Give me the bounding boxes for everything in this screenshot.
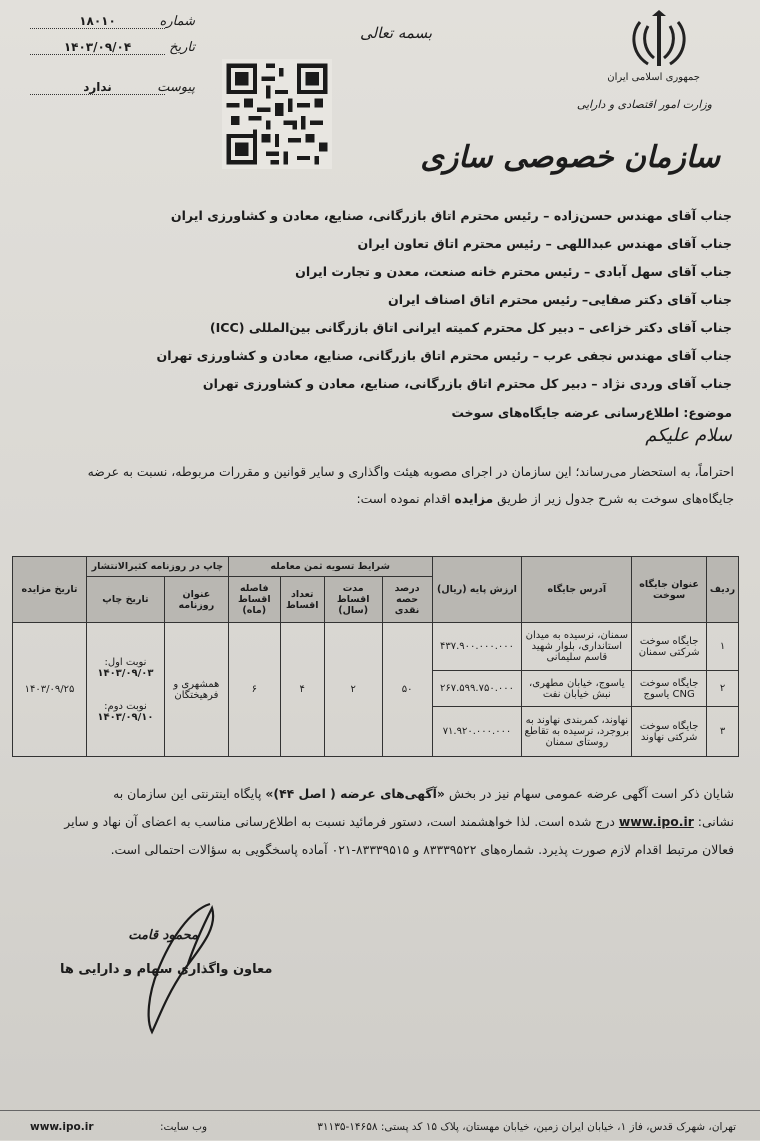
footer-address: تهران، شهرک قدس، فاز ۱، خیابان ایران زمین، خیابان مهستان، پلاک ۱۵ کد پستی: ۱۴۶۵۸-۳۱۱۳۵ — [317, 1121, 736, 1133]
signer-name: محمود قامت — [128, 928, 198, 943]
col-period: مدت اقساط (سال) — [324, 577, 382, 623]
fuel-stations-table — [12, 556, 739, 757]
col-print-date: تاریخ چاپ — [86, 577, 164, 623]
row-number: ۱ — [707, 623, 739, 671]
bismillah: بسمه تعالی — [360, 24, 433, 42]
station-title: جایگاه سوخت شرکتی نهاوند — [632, 707, 707, 757]
date-value: ۱۴۰۳/۰۹/۰۴ — [30, 40, 165, 55]
gov-line1: جمهوری اسلامی ایران — [607, 72, 700, 83]
attachment-label: پیوست — [157, 80, 195, 95]
col-row: ردیف — [707, 557, 739, 623]
col-base-value: ارزش پایه (ریال) — [432, 557, 522, 623]
iran-emblem-icon — [626, 8, 692, 72]
installment-period: ۲ — [324, 623, 382, 757]
addressee-3: جناب آقای سهل آبادی – رئیس محترم خانه صنعت، معدن و تجارت ایران — [295, 264, 732, 279]
letter-footer — [0, 1110, 760, 1141]
col-cash: درصد حصه نقدی — [382, 577, 432, 623]
station-address: یاسوج، خیابان مطهری، نبش خیابان نفت — [522, 671, 632, 707]
cash-percent: ۵۰ — [382, 623, 432, 757]
org-title: سازمان خصوصی سازی — [420, 140, 720, 175]
subject: موضوع: اطلاع‌رسانی عرضه جایگاه‌های سوخت — [451, 405, 732, 420]
addressee-4: جناب آقای دکتر صفایی– رئیس محترم اتاق اصناف ایران — [388, 292, 732, 307]
attachment-field — [30, 80, 195, 96]
letter-date-field — [30, 40, 195, 56]
newspaper-names: همشهری و فرهیختگان — [164, 623, 228, 757]
number-label: شماره — [159, 14, 195, 29]
base-value: ۴۳۷.۹۰۰.۰۰۰.۰۰۰ — [432, 623, 522, 671]
signer-role: معاون واگذاری سهام و دارایی ها — [60, 962, 273, 977]
row-number: ۳ — [707, 707, 739, 757]
addressee-6: جناب آقای مهندس نجفی عرب – رئیس محترم اتاق بازرگانی، صنایع، معادن و کشاورزی تهران — [156, 348, 732, 363]
intro-line-1: احتراماً، به استحضار می‌رساند؛ این سازمان در اجرای مصوبه هیئت واگذاری و سایر قوانین و مقررات مربوطه، نسبت به عرضه — [87, 464, 734, 479]
col-interval: فاصله اقساط (ماه) — [228, 577, 280, 623]
col-count: تعداد اقساط — [280, 577, 324, 623]
footer-site-label: وب سایت: — [160, 1121, 208, 1133]
auction-word: مزایده — [454, 491, 494, 506]
row-number: ۲ — [707, 671, 739, 707]
base-value: ۷۱.۹۲۰.۰۰۰.۰۰۰ — [432, 707, 522, 757]
installment-count: ۴ — [280, 623, 324, 757]
installment-interval: ۶ — [228, 623, 280, 757]
date-label: تاریخ — [169, 40, 195, 55]
intro-line-2: جایگاه‌های سوخت به شرح جدول زیر از طریق مزایده اقدام نموده است: — [356, 491, 734, 506]
col-auction-date: تاریخ مزایده — [13, 557, 87, 623]
base-value: ۲۶۷.۵۹۹.۷۵۰.۰۰۰ — [432, 671, 522, 707]
col-group-print: چاپ در روزنامه کثیرالانتشار — [86, 557, 228, 577]
auction-date: ۱۴۰۳/۰۹/۲۵ — [13, 623, 87, 757]
footer-website-link[interactable]: www.ipo.ir — [30, 1121, 94, 1133]
letter-number-field — [30, 14, 195, 30]
col-group-terms: شرایط تسویه ثمن معامله — [228, 557, 432, 577]
station-address: سمنان، نرسیده به میدان استانداری، بلوار شهید قاسم سلیمانی — [522, 623, 632, 671]
closing-line-3: فعالان مرتبط اقدام لازم صورت پذیرد. شماره‌های ۸۳۳۳۹۵۲۲ و ۸۳۳۳۹۵۱۵-۰۲۱ آماده پاسخگویی به سؤالات احتمالی است. — [110, 842, 734, 857]
number-value: ۱۸۰۱۰ — [30, 14, 165, 29]
salutation: سلام علیکم — [645, 425, 732, 446]
attachment-value: ندارد — [30, 80, 165, 95]
print-dates: نوبت اول: ۱۴۰۳/۰۹/۰۳ نوبت دوم: ۱۴۰۳/۰۹/۱۰ — [86, 623, 164, 757]
intro-paragraph — [22, 458, 734, 512]
closing-paragraph — [22, 780, 734, 864]
qr-code-icon — [222, 58, 332, 170]
col-title: عنوان جایگاه سوخت — [632, 557, 707, 623]
addressee-7: جناب آقای وردی نژاد – دبیر کل محترم اتاق بازرگانی، صنایع، معادن و کشاورزی تهران — [202, 376, 732, 391]
addressee-1: جناب آقای مهندس حسن‌زاده – رئیس محترم اتاق بازرگانی، صنایع، معادن و کشاورزی ایران — [170, 208, 732, 223]
closing-line-1: شایان ذکر است آگهی عرضه عمومی سهام نیز در بخش «آگهی‌های عرضه ( اصل ۴۴)» پایگاه اینترنتی این سازمان به — [113, 786, 734, 801]
addressee-2: جناب آقای مهندس عبداللهی – رئیس محترم اتاق تعاون ایران — [357, 236, 732, 251]
addressee-5: جناب آقای دکتر خزاعی – دبیر کل محترم کمیته ایرانی اتاق بازرگانی بین‌المللی (ICC) — [209, 320, 732, 335]
col-paper: عنوان روزنامه — [164, 577, 228, 623]
station-title: جایگاه سوخت شرکتی سمنان — [632, 623, 707, 671]
table-row — [13, 623, 739, 671]
gov-line2: وزارت امور اقتصادی و دارایی — [576, 98, 712, 111]
ipo-website-link[interactable]: www.ipo.ir — [618, 814, 694, 829]
col-address: آدرس جایگاه — [522, 557, 632, 623]
station-title: جایگاه سوخت CNG یاسوج — [632, 671, 707, 707]
station-address: نهاوند، کمربندی نهاوند به بروجرد، نرسیده به تقاطع روستای سمنان — [522, 707, 632, 757]
closing-line-2: نشانی: www.ipo.ir درج شده است. لذا خواهشمند است، دستور فرمائید نسبت به اطلاع‌رسانی مناسب به اعضای آن نهاد و سایر — [64, 814, 734, 829]
